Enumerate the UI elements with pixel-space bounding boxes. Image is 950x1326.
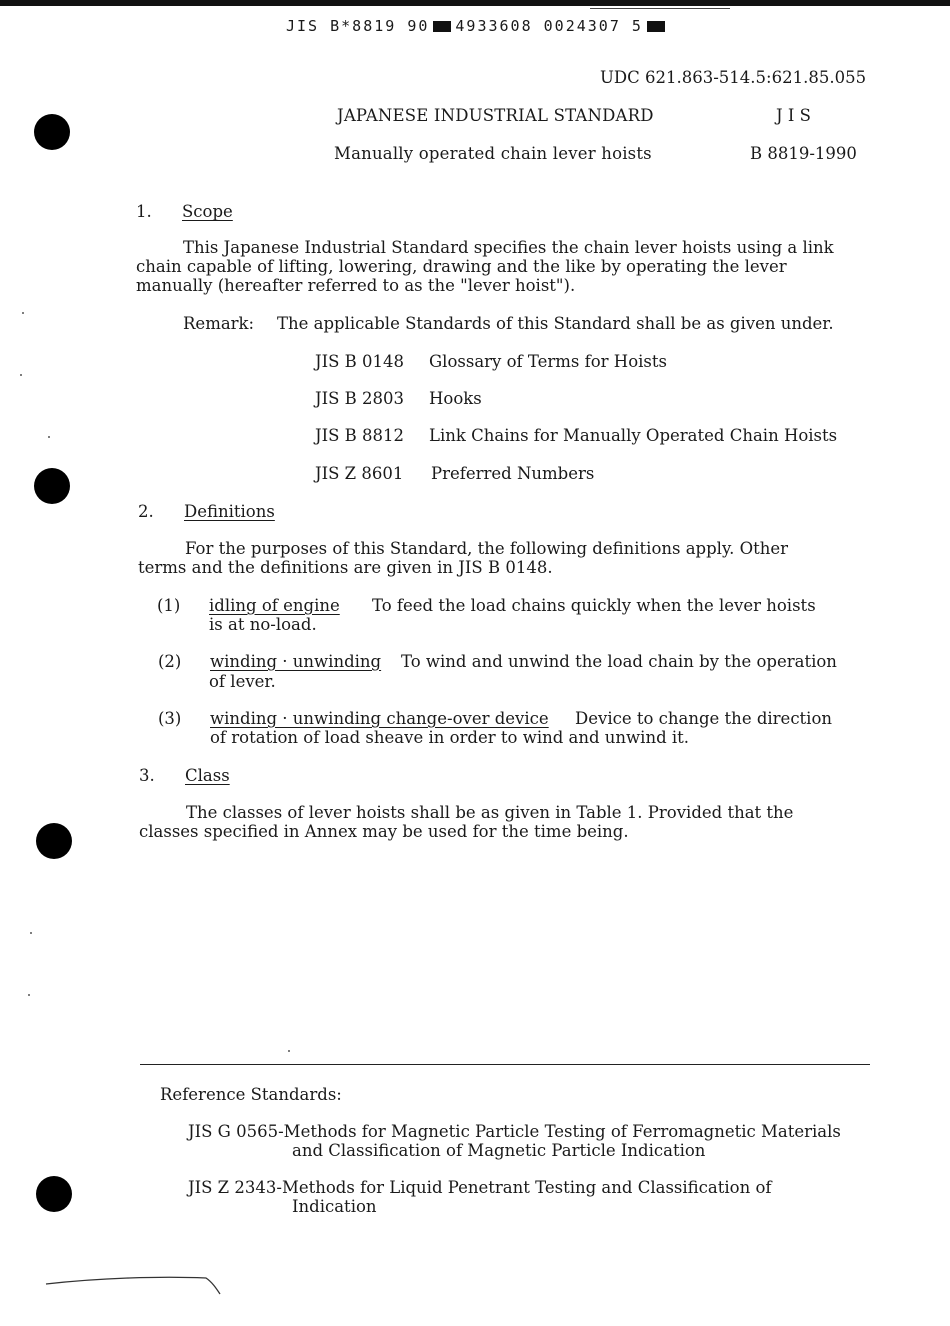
scan-speck xyxy=(28,994,30,996)
class-number: 3. xyxy=(139,766,155,785)
standard-number: B 8819-1990 xyxy=(750,144,857,163)
reference-item: and Classification of Magnetic Particle Indication xyxy=(292,1141,706,1160)
binder-hole xyxy=(34,114,70,150)
binder-hole xyxy=(34,468,70,504)
applicable-standard-code: JIS B 8812 xyxy=(315,426,405,445)
document-title: Manually operated chain lever hoists xyxy=(334,144,652,163)
definition-text: Device to change the direction xyxy=(575,709,833,728)
definition-term: winding · unwinding change-over device xyxy=(210,709,549,728)
applicable-standard-code: JIS B 0148 xyxy=(315,352,405,371)
definition-term: idling of engine xyxy=(209,596,340,615)
applicable-standard-title: Link Chains for Manually Operated Chain Hoists xyxy=(429,426,838,445)
standard-label: JAPANESE INDUSTRIAL STANDARD xyxy=(337,106,654,125)
definition-text: of rotation of load sheave in order to wind and unwind it. xyxy=(210,728,690,747)
reference-item: Indication xyxy=(292,1197,377,1216)
scope-paragraph-line: This Japanese Industrial Standard specifies the chain lever hoists using a link xyxy=(183,238,834,257)
applicable-standard-code: JIS B 2803 xyxy=(315,389,405,408)
remark-text: The applicable Standards of this Standard shall be as given under. xyxy=(277,314,834,333)
scope-number: 1. xyxy=(136,202,152,221)
remark-label: Remark: xyxy=(183,314,255,333)
class-paragraph-line: The classes of lever hoists shall be as given in Table 1. Provided that the xyxy=(186,803,794,822)
definition-text: To feed the load chains quickly when the lever hoists xyxy=(372,596,816,615)
scope-paragraph-line: chain capable of lifting, lowering, drawing and the like by operating the lever xyxy=(136,257,787,276)
top-rule xyxy=(590,8,730,9)
definition-number: (2) xyxy=(158,652,182,671)
jis-label: J I S xyxy=(776,106,811,125)
top-border xyxy=(0,0,950,6)
applicable-standard-title: Preferred Numbers xyxy=(431,464,595,483)
header-code-left: JIS B*8819 90 xyxy=(286,17,430,35)
reference-item: JIS G 0565-Methods for Magnetic Particle Testing of Ferromagnetic Materials xyxy=(188,1122,841,1141)
scope-paragraph-line: manually (hereafter referred to as the "lever hoist"). xyxy=(136,276,576,295)
class-heading: Class xyxy=(185,766,230,785)
footnote-separator xyxy=(140,1064,870,1065)
scan-speck xyxy=(22,312,24,314)
header-code-right: 4933608 0024307 5 xyxy=(455,17,643,35)
reference-label: Reference Standards: xyxy=(160,1085,342,1104)
definitions-paragraph-line: terms and the definitions are given in JIS B 0148. xyxy=(138,558,553,577)
applicable-standard-title: Glossary of Terms for Hoists xyxy=(429,352,667,371)
pen-scribble xyxy=(40,1272,230,1312)
scan-speck xyxy=(288,1050,290,1052)
definition-text: To wind and unwind the load chain by the operation xyxy=(401,652,837,671)
class-paragraph-line: classes specified in Annex may be used for the time being. xyxy=(139,822,629,841)
header-block-mark xyxy=(647,21,665,32)
scan-speck xyxy=(30,932,32,934)
definition-term: winding · unwinding xyxy=(210,652,382,671)
definition-number: (3) xyxy=(158,709,182,728)
scan-speck xyxy=(48,436,50,438)
definition-text: of lever. xyxy=(209,672,276,691)
definition-text: is at no-load. xyxy=(209,615,317,634)
reference-item: JIS Z 2343-Methods for Liquid Penetrant Testing and Classification of xyxy=(188,1178,772,1197)
scope-heading: Scope xyxy=(182,202,233,221)
definitions-heading: Definitions xyxy=(184,502,275,521)
definition-number: (1) xyxy=(157,596,181,615)
definitions-number: 2. xyxy=(138,502,154,521)
udc-code: UDC 621.863-514.5:621.85.055 xyxy=(600,68,867,87)
header-block-mark xyxy=(433,21,451,32)
applicable-standard-code: JIS Z 8601 xyxy=(315,464,404,483)
definitions-paragraph-line: For the purposes of this Standard, the following definitions apply. Other xyxy=(185,539,789,558)
binder-hole xyxy=(36,823,72,859)
applicable-standard-title: Hooks xyxy=(429,389,482,408)
scan-speck xyxy=(20,374,22,376)
header-code xyxy=(286,17,669,35)
binder-hole xyxy=(36,1176,72,1212)
